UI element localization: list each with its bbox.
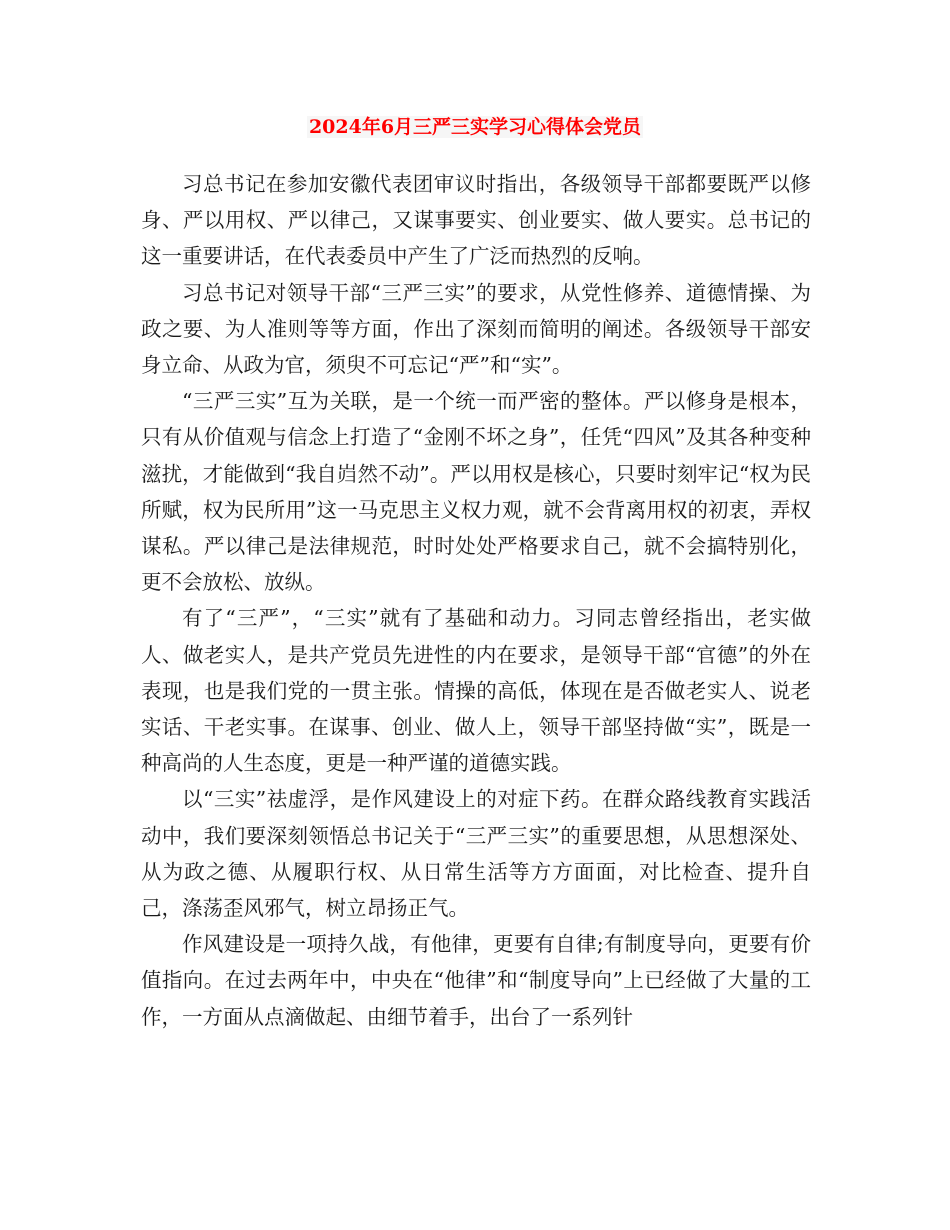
- document-body: [141, 166, 811, 1035]
- paragraph: 有了“三严”，“三实”就有了基础和动力。习同志曾经指出，老实做人、做老实人，是共产党员先进性的内在要求，是领导干部“官德”的外在表现，也是我们党的一贯主张。情操的高低，体现在是否做老实人、说老实话、干老实事。在谋事、创业、做人上，领导干部坚持做“实”，既是一种高尚的人生态度，更是一种严谨的道德实践。: [141, 606, 811, 776]
- paragraph: 作风建设是一项持久战，有他律，更要有自律;有制度导向，更要有价值指向。在过去两年中，中央在“他律”和“制度导向”上已经做了大量的工作，一方面从点滴做起、由细节着手，出台了一系列针: [141, 932, 811, 1029]
- document-title: [0, 112, 950, 142]
- paragraph: 习总书记对领导干部“三严三实”的要求，从党性修养、道德情操、为政之要、为人准则等等方面，作出了深刻而简明的阐述。各级领导干部安身立命、从政为官，须臾不可忘记“严”和“实”。: [141, 280, 811, 378]
- document-title-text: 2024年6月三严三实学习心得体会党员: [308, 116, 642, 138]
- paragraph: “三严三实”互为关联，是一个统一而严密的整体。严以修身是根本，只有从价值观与信念上打造了“金刚不坏之身”，任凭“四风”及其各种变种滋扰，才能做到“我自岿然不动”。严以用权是核心，只要时刻牢记“权为民所赋，权为民所用”这一马克思主义权力观，就不会背离用权的初衷，弄权谋私。严以律己是法律规范，时时处处严格要求自己，就不会搞特别化，更不会放松、放纵。: [141, 389, 811, 595]
- paragraph: 以“三实”祛虚浮，是作风建设上的对症下药。在群众路线教育实践活动中，我们要深刻领悟总书记关于“三严三实”的重要思想，从思想深处、从为政之德、从履职行权、从日常生活等方方面面，对比检查、提升自己，涤荡歪风邪气，树立昂扬正气。: [141, 787, 811, 921]
- paragraph: 习总书记在参加安徽代表团审议时指出，各级领导干部都要既严以修身、严以用权、严以律己，又谋事要实、创业要实、做人要实。总书记的这一重要讲话，在代表委员中产生了广泛而热烈的反响。: [141, 172, 811, 269]
